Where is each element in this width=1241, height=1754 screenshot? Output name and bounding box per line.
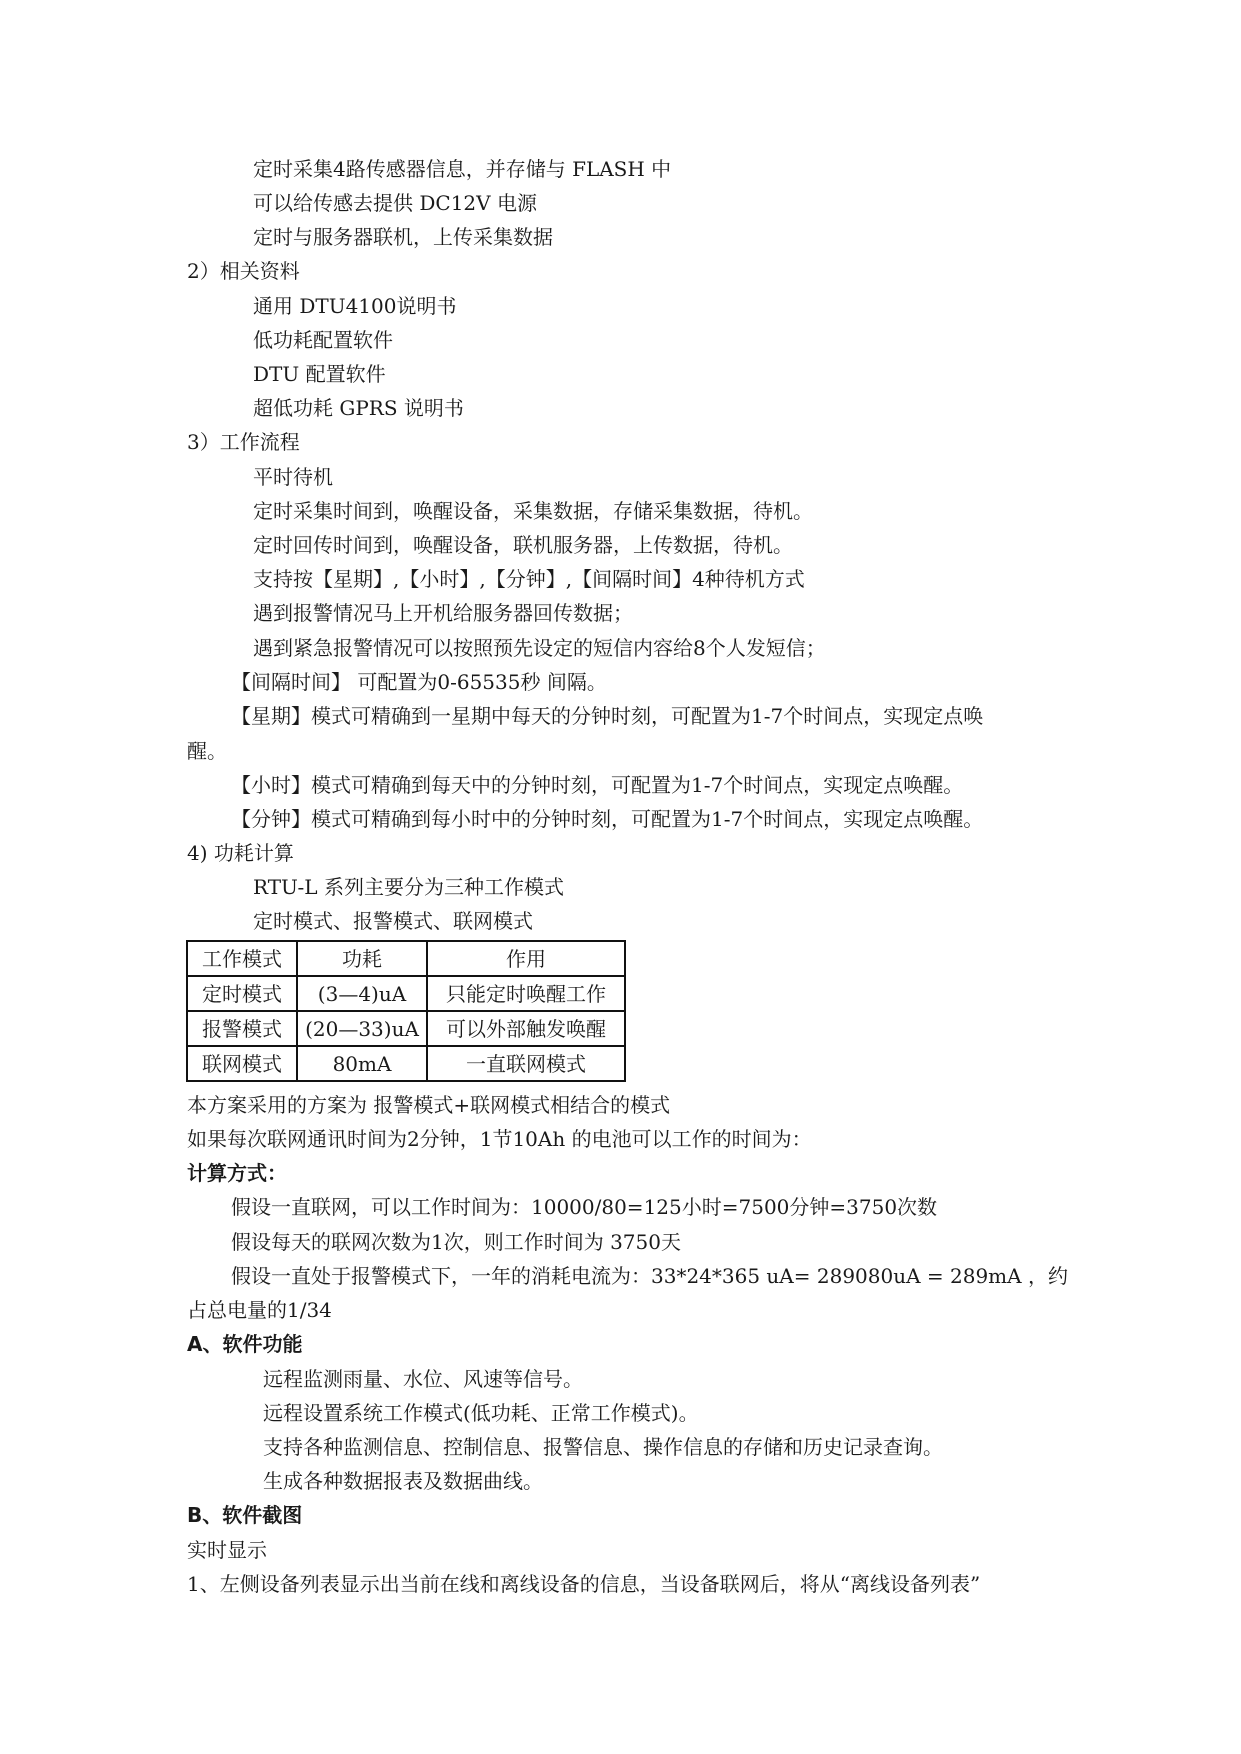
software-feature-item: 远程设置系统工作模式(低功耗、正常工作模式)。 [263, 1401, 699, 1425]
table-cell: 定时模式 [187, 976, 297, 1011]
table-header-row [187, 941, 625, 976]
power-mode-table [186, 940, 626, 1082]
table-cell: 可以外部触发唤醒 [427, 1011, 625, 1046]
software-feature-item: 远程监测雨量、水位、风速等信号。 [263, 1367, 583, 1391]
section-a-heading: A、软件功能 [187, 1332, 303, 1356]
section-3-item: 遇到报警情况马上开机给服务器回传数据； [253, 601, 633, 625]
section-b-item: 1、左侧设备列表显示出当前在线和离线设备的信息，当设备联网后，将从“离线设备列表” [187, 1572, 981, 1596]
section-4-intro: 定时模式、报警模式、联网模式 [253, 909, 533, 933]
hour-mode-text: 【小时】模式可精确到每天中的分钟时刻，可配置为1-7个时间点，实现定点唤醒。 [231, 773, 964, 797]
minute-mode-text: 【分钟】模式可精确到每小时中的分钟时刻，可配置为1-7个时间点，实现定点唤醒。 [231, 807, 984, 831]
feature-item: 定时与服务器联机，上传采集数据 [253, 225, 553, 249]
week-mode-text: 【星期】模式可精确到一星期中每天的分钟时刻，可配置为1-7个时间点，实现定点唤 [231, 704, 984, 728]
section-b-heading: B、软件截图 [187, 1503, 303, 1527]
section-2-item: DTU 配置软件 [253, 362, 386, 386]
calc-line-cont: 占总电量的1/34 [187, 1298, 332, 1322]
calc-line: 假设一直处于报警模式下，一年的消耗电流为：33*24*365 uA= 289080uA = 289mA ，约 [231, 1264, 1068, 1288]
feature-item: 定时采集4路传感器信息，并存储与 FLASH 中 [253, 157, 672, 181]
interval-mode-text: 【间隔时间】 可配置为0-65535秒 间隔。 [231, 670, 607, 694]
section-4-intro: RTU-L 系列主要分为三种工作模式 [253, 875, 564, 899]
table-row [187, 976, 625, 1011]
table-cell: (20—33)uA [297, 1011, 427, 1046]
calc-line: 假设一直联网，可以工作时间为：10000/80=125小时=7500分钟=3750次数 [231, 1195, 938, 1219]
section-b-subheading: 实时显示 [187, 1538, 267, 1562]
table-header-cell: 作用 [427, 941, 625, 976]
week-mode-text-cont: 醒。 [187, 739, 227, 763]
section-3-item: 平时待机 [253, 465, 333, 489]
section-2-item: 低功耗配置软件 [253, 328, 393, 352]
section-2-item: 超低功耗 GPRS 说明书 [253, 396, 464, 420]
scheme-text: 本方案采用的方案为 报警模式+联网模式相结合的模式 [187, 1093, 671, 1117]
table-row [187, 1011, 625, 1046]
calc-heading: 计算方式： [187, 1161, 287, 1185]
table-header-cell: 功耗 [297, 941, 427, 976]
table-cell: 报警模式 [187, 1011, 297, 1046]
table-row [187, 1046, 625, 1081]
section-3-item: 定时回传时间到，唤醒设备，联机服务器，上传数据，待机。 [253, 533, 793, 557]
assumption-text: 如果每次联网通讯时间为2分钟，1节10Ah 的电池可以工作的时间为： [187, 1127, 812, 1151]
section-2-heading: 2）相关资料 [187, 259, 300, 283]
table-cell: 80mA [297, 1046, 427, 1081]
section-3-item: 遇到紧急报警情况可以按照预先设定的短信内容给8个人发短信； [253, 636, 826, 660]
table-cell: 一直联网模式 [427, 1046, 625, 1081]
software-feature-item: 生成各种数据报表及数据曲线。 [263, 1469, 543, 1493]
table-cell: 只能定时唤醒工作 [427, 976, 625, 1011]
section-3-item: 支持按【星期】,【小时】,【分钟】,【间隔时间】4种待机方式 [253, 567, 805, 591]
section-3-item: 定时采集时间到，唤醒设备，采集数据，存储采集数据，待机。 [253, 499, 813, 523]
table-cell: (3—4)uA [297, 976, 427, 1011]
calc-line: 假设每天的联网次数为1次，则工作时间为 3750天 [231, 1230, 681, 1254]
section-2-item: 通用 DTU4100说明书 [253, 294, 457, 318]
table-header-cell: 工作模式 [187, 941, 297, 976]
section-4-heading: 4) 功耗计算 [187, 841, 294, 865]
table-cell: 联网模式 [187, 1046, 297, 1081]
section-3-heading: 3）工作流程 [187, 430, 300, 454]
feature-item: 可以给传感去提供 DC12V 电源 [253, 191, 537, 215]
software-feature-item: 支持各种监测信息、控制信息、报警信息、操作信息的存储和历史记录查询。 [263, 1435, 943, 1459]
